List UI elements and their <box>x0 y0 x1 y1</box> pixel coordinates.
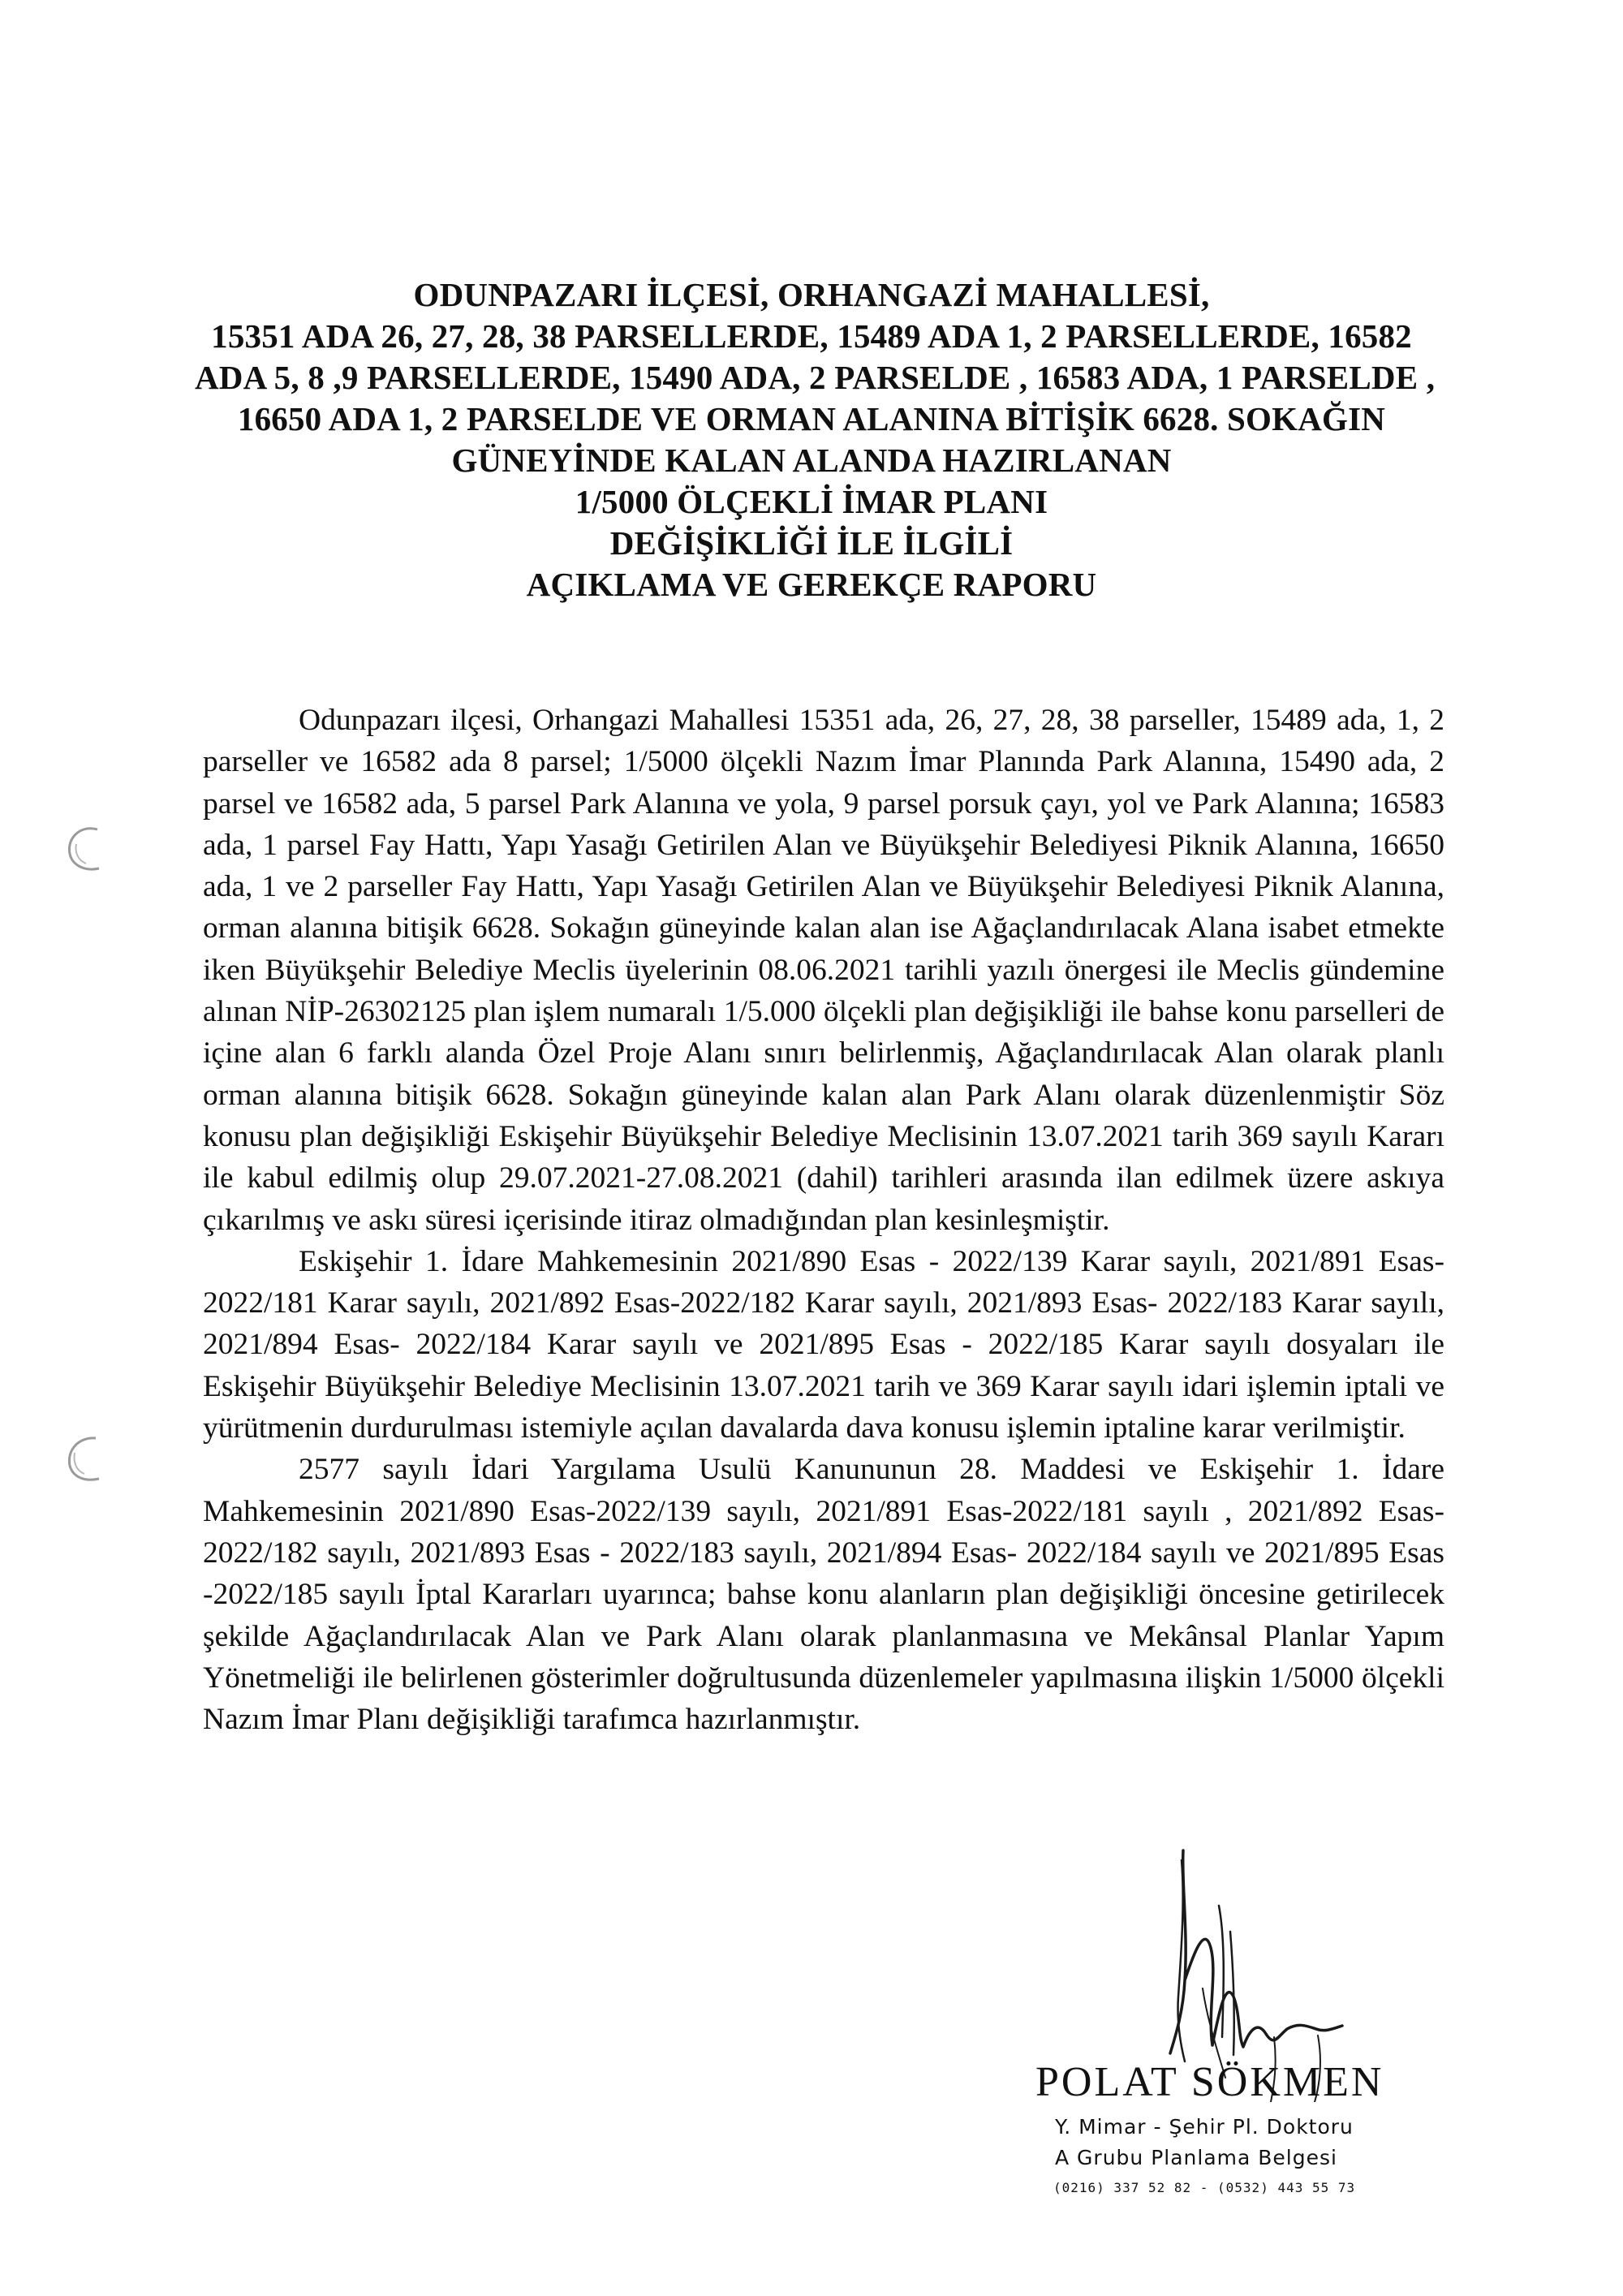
paragraph-plan-change: 2577 sayılı İdari Yargılama Usulü Kanununun 28. Maddesi ve Eskişehir 1. İdare Mahkemesinin 2021/890 Esas-2022/139 sayılı, 2021/891 Esas-2022/181 sayılı , 2021/892 Esas-2022/182 sayılı, 2021/893 Esas - 2022/183 sayılı, 2021/894 Esas- 2022/184 sayılı ve 2021/895 Esas -2022/185 sayılı İptal Kararları uyarınca; bahse konu alanların plan değişikliği öncesine getirilecek şekilde Ağaçlandırılacak Alan ve Park Alanı olarak planlanmasına ve Mekânsal Planlar Yapım Yönetmeliği ile belirlenen gösterimler doğrultusunda düzenlemeler yapılmasına ilişkin 1/5000 ölçekli Nazım İmar Planı değişikliği tarafımca hazırlanmıştır. <box>203 1453 1444 1737</box>
punch-hole-mark-bottom <box>58 1430 115 1487</box>
title-line: ADA 5, 8 ,9 PARSELLERDE, 15490 ADA, 2 PARSELDE , 16583 ADA, 1 PARSELDE , <box>195 359 1436 396</box>
title-line: GÜNEYİNDE KALAN ALANDA HAZIRLANAN <box>451 442 1172 479</box>
signatory-phones: (0216) 337 52 82 - (0532) 443 55 73 <box>1053 2180 1356 2195</box>
report-body <box>203 700 1444 1740</box>
title-line: ODUNPAZARI İLÇESİ, ORHANGAZİ MAHALLESİ, <box>413 276 1210 313</box>
signatory-name: POLAT SÖKMEN <box>1035 2059 1384 2105</box>
signature-stamp <box>1031 1834 1384 2256</box>
report-title <box>195 274 1436 605</box>
signatory-title: Y. Mimar - Şehir Pl. Doktoru <box>1055 2115 1354 2139</box>
paragraph-court-decision: Eskişehir 1. İdare Mahkemesinin 2021/890 Esas - 2022/139 Karar sayılı, 2021/891 Esas- 2022/181 Karar sayılı, 2021/892 Esas-2022/182 Karar sayılı, 2021/893 Esas- 2022/183 Karar sayılı, 2021/894 Esas- 2022/184 Karar sayılı ve 2021/895 Esas - 2022/185 Karar sayılı dosyaları ile Eskişehir Büyükşehir Belediye Meclisinin 13.07.2021 tarih ve 369 Karar sayılı idari işlemin iptali ve yürütmenin durdurulması istemiyle açılan davalarda dava konusu işlemin iptaline karar verilmiştir. <box>203 1244 1444 1445</box>
title-line: AÇIKLAMA VE GEREKÇE RAPORU <box>526 566 1097 603</box>
planning-certificate-group: A Grubu Planlama Belgesi <box>1055 2146 1337 2169</box>
paragraph-background: Odunpazarı ilçesi, Orhangazi Mahallesi 15351 ada, 26, 27, 28, 38 parseller, 15489 ada, 1, 2 parseller ve 16582 ada 8 parsel; 1/5000 ölçekli Nazım İmar Planında Park Alanına, 15490 ada, 2 parsel ve 16582 ada, 5 parsel Park Alanına ve yola, 9 parsel porsuk çayı, yol ve Park Alanına; 16583 ada, 1 parsel Fay Hattı, Yapı Yasağı Getirilen Alan ve Büyükşehir Belediyesi Piknik Alanına, 16650 ada, 1 ve 2 parseller Fay Hattı, Yapı Yasağı Getirilen Alan ve Büyükşehir Belediyesi Piknik Alanına, orman alanına bitişik 6628. Sokağın güneyinde kalan alan ise Ağaçlandırılacak Alana isabet etmekte iken Büyükşehir Belediye Meclis üyelerinin 08.06.2021 tarihli yazılı önergesi ile Meclis gündemine alınan NİP-26302125 plan işlem numaralı 1/5.000 ölçekli plan değişikliği ile bahse konu parselleri de içine alan 6 farklı alanda Özel Proje Alanı sınırı belirlenmiş, Ağaçlandırılacak Alan olarak planlı orman alanına bitişik 6628. Sokağın güneyinde kalan alan Park Alanı olarak düzenlenmiştir Söz konusu plan değişikliği Eskişehir Büyükşehir Belediye Meclisinin 13.07.2021 tarih 369 sayılı Kararı ile kabul edilmiş olup 29.07.2021-27.08.2021 (dahil) tarihleri arasında ilan edilmek üzere askıya çıkarılmış ve askı süresi içerisinde itiraz olmadığından plan kesinleşmiştir. <box>203 704 1444 1237</box>
title-line: 15351 ADA 26, 27, 28, 38 PARSELLERDE, 15489 ADA 1, 2 PARSELLERDE, 16582 <box>211 317 1412 355</box>
title-line: 16650 ADA 1, 2 PARSELDE VE ORMAN ALANINA BİTİŞİK 6628. SOKAĞIN <box>237 400 1386 437</box>
title-line: 1/5000 ÖLÇEKLİ İMAR PLANI <box>575 483 1048 520</box>
punch-hole-mark-top <box>58 820 115 877</box>
title-line: DEĞİŞİKLİĞİ İLE İLGİLİ <box>609 524 1014 562</box>
